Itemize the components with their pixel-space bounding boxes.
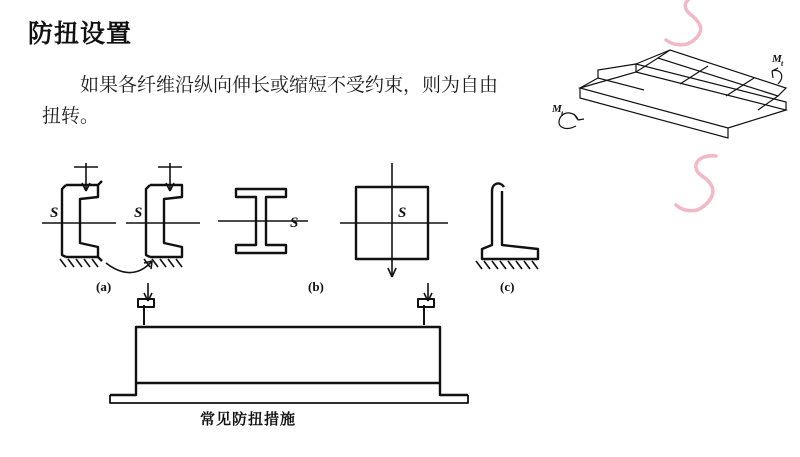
shear-center-label: S bbox=[134, 205, 143, 221]
svg-text:t: t bbox=[561, 109, 564, 118]
part-label-c: (c) bbox=[500, 279, 515, 294]
svg-text:M: M bbox=[552, 103, 562, 115]
svg-text:M: M bbox=[772, 53, 782, 65]
shear-center-label: S bbox=[50, 205, 59, 221]
figure-caption: 常见防扭措施 bbox=[200, 411, 297, 428]
torsion-sketch bbox=[540, 40, 790, 150]
part-label-a: (a) bbox=[96, 279, 112, 294]
s-curve-bottom-icon bbox=[650, 150, 740, 220]
shear-center-label: S bbox=[398, 205, 407, 221]
page-title: 防扭设置 bbox=[28, 20, 133, 48]
shear-center-label: S bbox=[290, 215, 299, 231]
body-paragraph: 如果各纤维沿纵向伸长或缩短不受约束，则为自由扭转。 bbox=[42, 75, 499, 128]
part-label-b: (b) bbox=[308, 279, 324, 294]
cross-section-figure bbox=[40, 155, 560, 405]
svg-text:t: t bbox=[781, 59, 784, 68]
